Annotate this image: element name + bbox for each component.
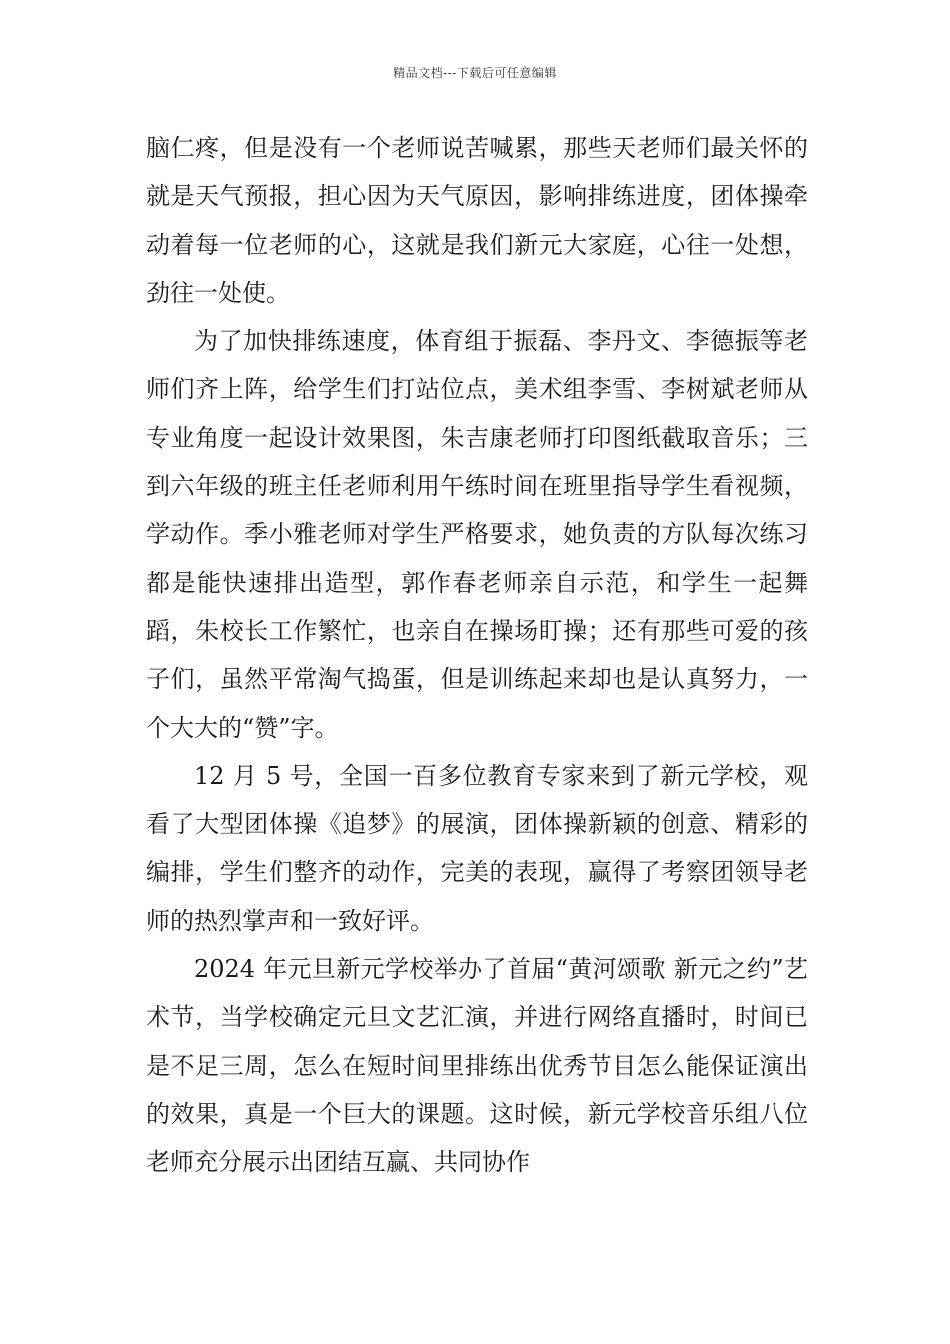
- document-body: [146, 124, 808, 1187]
- paragraph-4: 2024 年元旦新元学校举办了首届“黄河颂歌 新元之约”艺术节，当学校确定元旦文艺汇演，并进行网络直播时，时间已是不足三周，怎么在短时间里排练出优秀节目怎么能保证演出的效果，真是一个巨大的课题。这时候，新元学校音乐组八位老师充分展示出团结互赢、共同协作: [146, 955, 808, 1177]
- paragraph-1: 脑仁疼，但是没有一个老师说苦喊累，那些天老师们最关怀的就是天气预报，担心因为天气原因，影响排练进度，团体操牵动着每一位老师的心，这就是我们新元大家庭，心往一处想，劲往一处使。: [146, 134, 808, 307]
- page-header: 精品文档---下载后可任意编辑: [393, 66, 557, 80]
- paragraph-3: 12 月 5 号，全国一百多位教育专家来到了新元学校，观看了大型团体操《追梦》的展演，团体操新颖的创意、精彩的编排，学生们整齐的动作，完美的表现，赢得了考察团领导老师的热烈掌声和一致好评。: [146, 761, 808, 935]
- paragraph-2: 为了加快排练速度，体育组于振磊、李丹文、李德振等老师们齐上阵，给学生们打站位点，美术组李雪、李树斌老师从专业角度一起设计效果图，朱吉康老师打印图纸截取音乐；三到六年级的班主任老师利用午练时间在班里指导学生看视频，学动作。季小雅老师对学生严格要求，她负责的方队每次练习都是能快速排出造型，郭作春老师亲自示范，和学生一起舞蹈，朱校长工作繁忙，也亲自在操场盯操；还有那些可爱的孩子们，虽然平常淘气捣蛋，但是训练起来却也是认真努力，一个大大的“赞”字。: [146, 327, 808, 742]
